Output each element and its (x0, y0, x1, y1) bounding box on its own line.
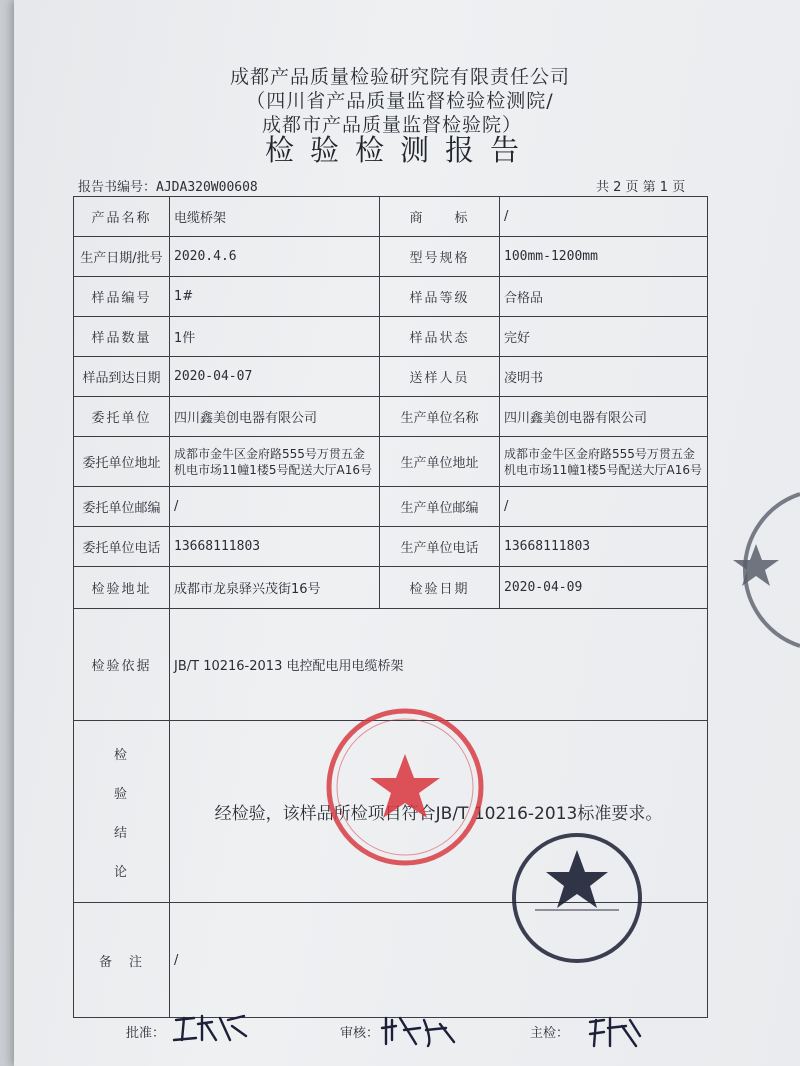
grade-value: 合格品 (500, 277, 708, 317)
table-row (74, 527, 708, 567)
field-label: 样品到达日期 (74, 357, 170, 397)
client-tel-value: 13668111803 (170, 527, 380, 567)
field-label: 委托单位电话 (74, 527, 170, 567)
field-label: 备 注 (74, 903, 170, 1018)
arrive-value: 2020-04-07 (170, 357, 380, 397)
field-label: 生产单位邮编 (380, 487, 500, 527)
client-value: 四川鑫美创电器有限公司 (170, 397, 380, 437)
field-label: 委托单位地址 (74, 437, 170, 487)
inspection-address-value: 成都市龙泉驿兴茂街16号 (170, 567, 380, 609)
conclusion-label-char: 结 (113, 825, 129, 841)
field-label: 检验依据 (74, 609, 170, 721)
basis-value: JB/T 10216-2013 电控配电用电缆桥架 (170, 609, 708, 721)
field-label: 型号规格 (380, 237, 500, 277)
org-name-line3: 成都市产品质量监督检验院） (261, 114, 522, 136)
sample-no-value: 1# (170, 277, 380, 317)
field-label: 委托单位 (74, 397, 170, 437)
field-label: 样品等级 (380, 277, 500, 317)
conclusion-value: 经检验，该样品所检项目符合JB/T 10216-2013标准要求。 (170, 721, 708, 903)
remark-value: / (170, 903, 708, 1018)
inspector-signature (586, 1012, 646, 1052)
field-label: 检验日期 (380, 567, 500, 609)
sender-value: 凌明书 (500, 357, 708, 397)
report-title: 检验检测报告 (264, 133, 535, 167)
qty-value: 1件 (170, 317, 380, 357)
table-row (74, 487, 708, 527)
main-inspector-label: 主检： (530, 1026, 570, 1041)
product-name-value: 电缆桥架 (170, 197, 380, 237)
maker-zip-value: / (500, 487, 708, 527)
page-info: 共 2 页 第 1 页 (596, 180, 686, 195)
field-label: 样品数量 (74, 317, 170, 357)
field-label: 检验地址 (74, 567, 170, 609)
org-name: 成都产品质量检验研究院有限责任公司 (229, 66, 570, 88)
reviewer-signature (380, 1010, 460, 1050)
table-row (74, 567, 708, 609)
approver-signature (172, 1010, 252, 1044)
field-label: 商 标 (380, 197, 500, 237)
table-row (74, 437, 708, 487)
field-label: 送样人员 (380, 357, 500, 397)
maker-address-value: 成都市金牛区金府路555号万贯五金机电市场11幢1楼5号配送大厅A16号 (500, 437, 708, 487)
report-number (78, 176, 258, 195)
company-seal-red (322, 704, 488, 870)
edge-seal-gray (712, 490, 800, 650)
field-label: 样品状态 (380, 317, 500, 357)
maker-tel-value: 13668111803 (500, 527, 708, 567)
table-row (74, 397, 708, 437)
report-number-label: 报告书编号： (78, 180, 157, 195)
inspection-seal-dark (507, 828, 647, 968)
table-row (74, 237, 708, 277)
table-row (74, 317, 708, 357)
client-zip-value: / (170, 487, 380, 527)
maker-value: 四川鑫美创电器有限公司 (500, 397, 708, 437)
field-label: 生产单位地址 (380, 437, 500, 487)
conclusion-label-char: 验 (113, 786, 129, 802)
report-number-value: AJDA320W00608 (156, 180, 258, 195)
client-address-value: 成都市金牛区金府路555号万贯五金机电市场11幢1楼5号配送大厅A16号 (170, 437, 380, 487)
model-value: 100mm-1200mm (500, 237, 708, 277)
approve-label: 批准： (126, 1026, 166, 1041)
prod-date-value: 2020.4.6 (170, 237, 380, 277)
conclusion-label-char: 论 (113, 864, 129, 880)
trademark-value: / (500, 197, 708, 237)
field-label: 委托单位邮编 (74, 487, 170, 527)
field-label: 生产单位名称 (380, 397, 500, 437)
state-value: 完好 (500, 317, 708, 357)
table-row (74, 277, 708, 317)
review-label: 审核： (340, 1026, 380, 1041)
inspection-date-value: 2020-04-09 (500, 567, 708, 609)
field-label: 产品名称 (74, 197, 170, 237)
org-name-line2: （四川省产品质量监督检验检测院/ (246, 90, 554, 112)
conclusion-label-char: 检 (113, 747, 129, 763)
table-row (74, 357, 708, 397)
conclusion-label (74, 721, 170, 903)
field-label: 生产单位电话 (380, 527, 500, 567)
field-label: 样品编号 (74, 277, 170, 317)
field-label: 生产日期/批号 (74, 237, 170, 277)
table-row (74, 197, 708, 237)
